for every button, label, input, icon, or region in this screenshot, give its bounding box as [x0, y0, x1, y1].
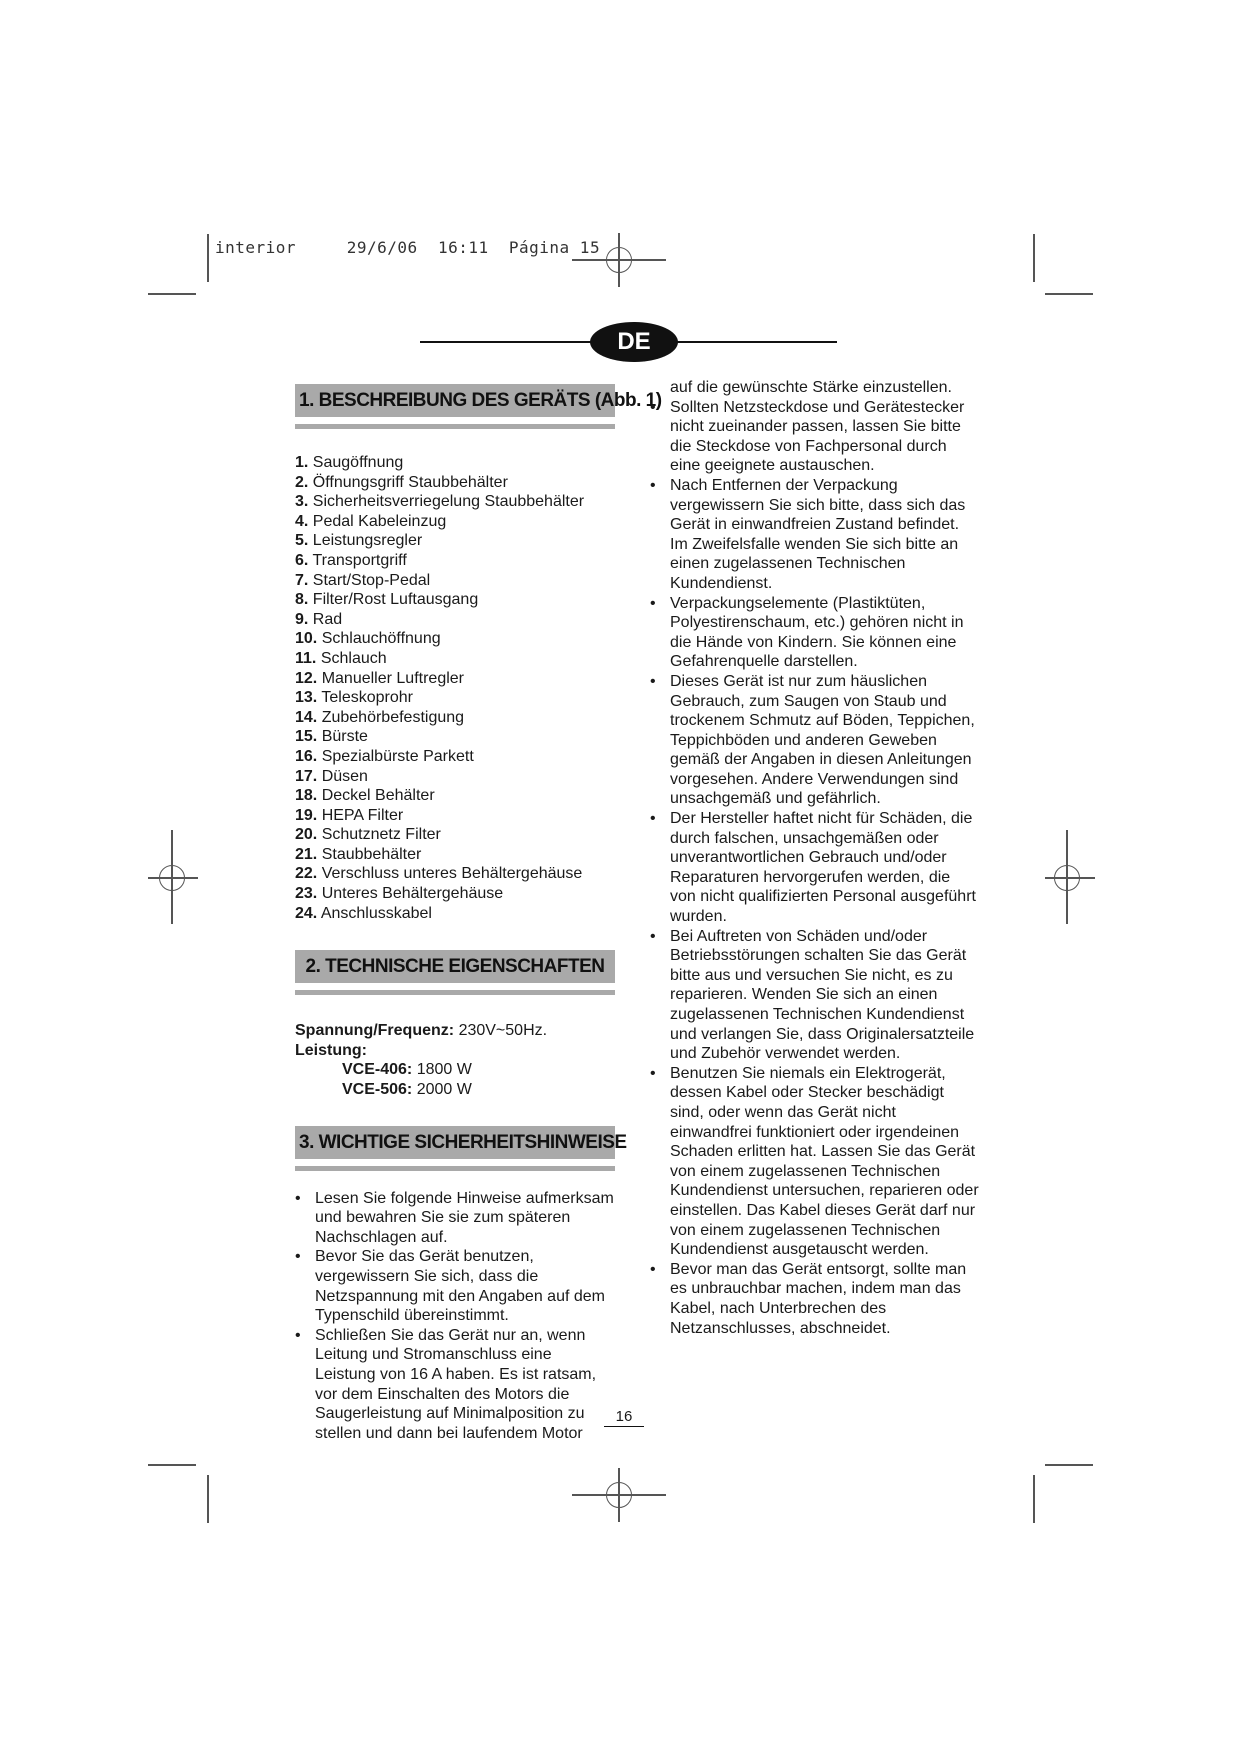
crop-mark: [148, 293, 196, 295]
item-number: 12.: [295, 669, 318, 687]
item-label: Spezialbürste Parkett: [321, 747, 474, 765]
bullet-item: • Schließen Sie das Gerät nur an, wenn Leitung und Stromanschluss eine Leistung von 16 A haben. Es ist ratsam, vor dem Einschalten des Motors die Saugerleistung auf Minimalposition zu stellen und dann bei laufendem Motor: [295, 1326, 615, 1444]
section-heading-specs: 2. TECHNISCHE EIGENSCHAFTEN: [295, 950, 615, 983]
list-item: [295, 551, 615, 571]
list-item: [295, 825, 615, 845]
item-number: 1.: [295, 454, 309, 471]
item-number: 17.: [295, 767, 318, 785]
item-label: Start/Stop-Pedal: [312, 571, 431, 589]
item-label: Filter/Rost Luftausgang: [312, 591, 479, 609]
section-heading-safety: 3. WICHTIGE SICHERHEITSHINWEISE: [295, 1126, 615, 1159]
crop-mark: [1033, 1475, 1035, 1523]
item-number: 15.: [295, 728, 318, 746]
item-label: Transportgriff: [312, 551, 407, 569]
item-number: 3.: [295, 493, 309, 511]
bullet-item: • Bevor Sie das Gerät benutzen, vergewissern Sie sich, dass die Netzspannung mit den Angaben auf dem Typenschild übereinstimmt.: [295, 1247, 615, 1325]
item-label: Anschlusskabel: [320, 904, 432, 922]
bullet-item: • Benutzen Sie niemals ein Elektrogerät, dessen Kabel oder Stecker beschädigt sind, oder wenn das Gerät nicht einwandfrei funktioniert oder irgendeinen Schaden erlitten hat. Lassen Sie das Gerät von einem zugelassenen Technischen Kundendienst untersuchen, reparieren oder einstellen. Das Kabel dieses Gerät darf nur von einem zugelassenen Technischen Kundendienst ausgetauscht werden.: [650, 1064, 980, 1260]
crop-mark: [207, 1475, 209, 1523]
item-label: Schlauch: [320, 649, 387, 667]
bullet-item: • Sollten Netzsteckdose und Gerätestecker nicht zueinander passen, lassen Sie bitte die Steckdose von Fachpersonal durch eine geeignete austauschen.: [650, 398, 980, 476]
model-power: 2000 W: [416, 1081, 472, 1099]
item-number: 24.: [295, 904, 318, 922]
list-item: [295, 747, 615, 767]
list-item: [295, 571, 615, 591]
item-number: 22.: [295, 865, 318, 883]
voltage-row: [295, 1021, 615, 1041]
item-label: Bürste: [321, 728, 368, 746]
item-label: Teleskoprohr: [321, 689, 414, 707]
crop-mark: [207, 234, 209, 282]
left-column: [295, 384, 662, 1443]
list-item: [295, 904, 615, 924]
list-item: [295, 473, 615, 493]
section-divider: [295, 424, 615, 429]
item-label: Rad: [312, 610, 343, 628]
item-label: Düsen: [321, 767, 368, 785]
slug-name: interior: [215, 238, 297, 257]
item-label: Schlauchöffnung: [321, 630, 441, 648]
specs-block: [295, 1021, 615, 1099]
item-number: 6.: [295, 551, 309, 569]
section-divider: [295, 1166, 615, 1171]
item-number: 18.: [295, 787, 318, 805]
item-label: Unteres Behältergehäuse: [321, 885, 504, 903]
crop-mark: [1045, 1464, 1093, 1466]
list-item: [295, 629, 615, 649]
list-item: [295, 767, 615, 787]
item-number: 20.: [295, 826, 318, 844]
item-number: 8.: [295, 591, 309, 609]
slug-date: 29/6/06: [346, 238, 418, 257]
list-item: [295, 453, 615, 473]
slug-page: Página 15: [508, 238, 601, 257]
item-label: Verschluss unteres Behältergehäuse: [321, 865, 583, 883]
item-number: 11.: [295, 649, 317, 667]
item-number: 4.: [295, 512, 309, 530]
list-item: [295, 727, 615, 747]
item-number: 21.: [295, 845, 318, 863]
list-item: [295, 512, 615, 532]
power-label: Leistung:: [295, 1041, 367, 1059]
continued-text: auf die gewünschte Stärke einzustellen.: [670, 379, 952, 396]
item-label: HEPA Filter: [321, 806, 404, 824]
crop-mark: [148, 1464, 196, 1466]
model-power: 1800 W: [416, 1061, 472, 1079]
item-label: Manueller Luftregler: [321, 669, 464, 687]
item-label: Deckel Behälter: [321, 787, 435, 805]
list-item: [295, 492, 615, 512]
item-label: Saugöffnung: [312, 454, 404, 471]
right-column: [650, 378, 980, 1338]
item-label: Sicherheitsverriegelung Staubbehälter: [312, 493, 585, 511]
bullet-item: • Der Hersteller haftet nicht für Schäden, die durch falschen, unsachgemäßen oder unverantwortlichen Gebrauch und/oder Reparaturen hervorgerufen werden, die von nicht qualifizierten Personal ausgeführt wurden.: [650, 809, 980, 927]
item-label: Leistungsregler: [312, 532, 423, 550]
item-number: 14.: [295, 708, 318, 726]
page-number: 16: [604, 1408, 644, 1427]
bullet-item: • Dieses Gerät ist nur zum häuslichen Gebrauch, zum Saugen von Staub und trockenem Schmutz auf Böden, Teppichen, Teppichböden und anderen Geweben gemäß der Angaben in diesen Anleitungen vorgesehen. Andere Verwendungen sind unsachgemäß und gefährlich.: [650, 672, 980, 809]
bullet-item: • Verpackungselemente (Plastiktüten, Polyestirenschaum, etc.) gehören nicht in die Hände von Kindern. Sie können eine Gefahrenquelle darstellen.: [650, 594, 980, 672]
list-item: [295, 669, 615, 689]
item-number: 19.: [295, 806, 318, 824]
item-label: Öffnungsgriff Staubbehälter: [312, 473, 508, 491]
list-item: [295, 806, 615, 826]
item-label: Pedal Kabeleinzug: [312, 512, 447, 530]
language-badge: DE: [590, 322, 678, 362]
list-item: [295, 649, 615, 669]
list-item: [295, 845, 615, 865]
crop-mark: [1033, 234, 1035, 282]
voltage-value: 230V~50Hz.: [458, 1022, 548, 1040]
list-item: [295, 884, 615, 904]
item-label: Schutznetz Filter: [321, 826, 441, 844]
item-number: 2.: [295, 473, 309, 491]
list-item: [295, 786, 615, 806]
item-number: 10.: [295, 630, 318, 648]
crop-mark: [1045, 293, 1093, 295]
model-row: [295, 1060, 615, 1080]
bullet-item: • Bevor man das Gerät entsorgt, sollte man es unbrauchbar machen, indem man das Kabel, nach Unterbrechen des Netzanschlusses, abschneidet.: [650, 1260, 980, 1338]
item-number: 23.: [295, 885, 318, 903]
language-rule-left: [420, 341, 595, 343]
section-heading-description: 1. BESCHREIBUNG DES GERÄTS (Abb. 1): [295, 384, 615, 417]
item-label: Zubehörbefestigung: [321, 708, 465, 726]
model-label: VCE-506:: [342, 1081, 413, 1099]
safety-list-left: [295, 1189, 615, 1444]
model-row: [295, 1080, 615, 1100]
list-item: [295, 610, 615, 630]
bullet-item: • Nach Entfernen der Verpackung vergewissern Sie sich bitte, dass sich das Gerät in einwandfreien Zustand befindet. Im Zweifelsfalle wenden Sie sich bitte an einen zugelassenen Technischen Kundendienst.: [650, 476, 980, 594]
list-item: [295, 688, 615, 708]
item-number: 9.: [295, 610, 309, 628]
item-number: 16.: [295, 747, 318, 765]
voltage-label: Spannung/Frequenz:: [295, 1022, 455, 1040]
list-item: [295, 531, 615, 551]
parts-list: [295, 453, 615, 923]
item-number: 13.: [295, 689, 318, 707]
item-number: 7.: [295, 571, 309, 589]
section-divider: [295, 990, 615, 995]
power-row: [295, 1041, 615, 1061]
safety-list-right: [650, 398, 980, 1339]
bullet-item: • Bei Auftreten von Schäden und/oder Betriebsstörungen schalten Sie das Gerät bitte aus und versuchen Sie nicht, es zu reparieren. Wenden Sie sich an einen zugelassenen Technischen Kundendienst und verlangen Sie, dass Originalersatzteile und Zubehör verwendet werden.: [650, 927, 980, 1064]
list-item: [295, 864, 615, 884]
slug-time: 16:11: [437, 238, 489, 257]
list-item: [295, 708, 615, 728]
model-label: VCE-406:: [342, 1061, 413, 1079]
language-rule-right: [672, 341, 837, 343]
list-item: [295, 590, 615, 610]
bullet-item: • Lesen Sie folgende Hinweise aufmerksam und bewahren Sie sie zum späteren Nachschlagen auf.: [295, 1189, 615, 1248]
item-number: 5.: [295, 532, 309, 550]
print-slug: [215, 238, 600, 257]
item-label: Staubbehälter: [321, 845, 422, 863]
